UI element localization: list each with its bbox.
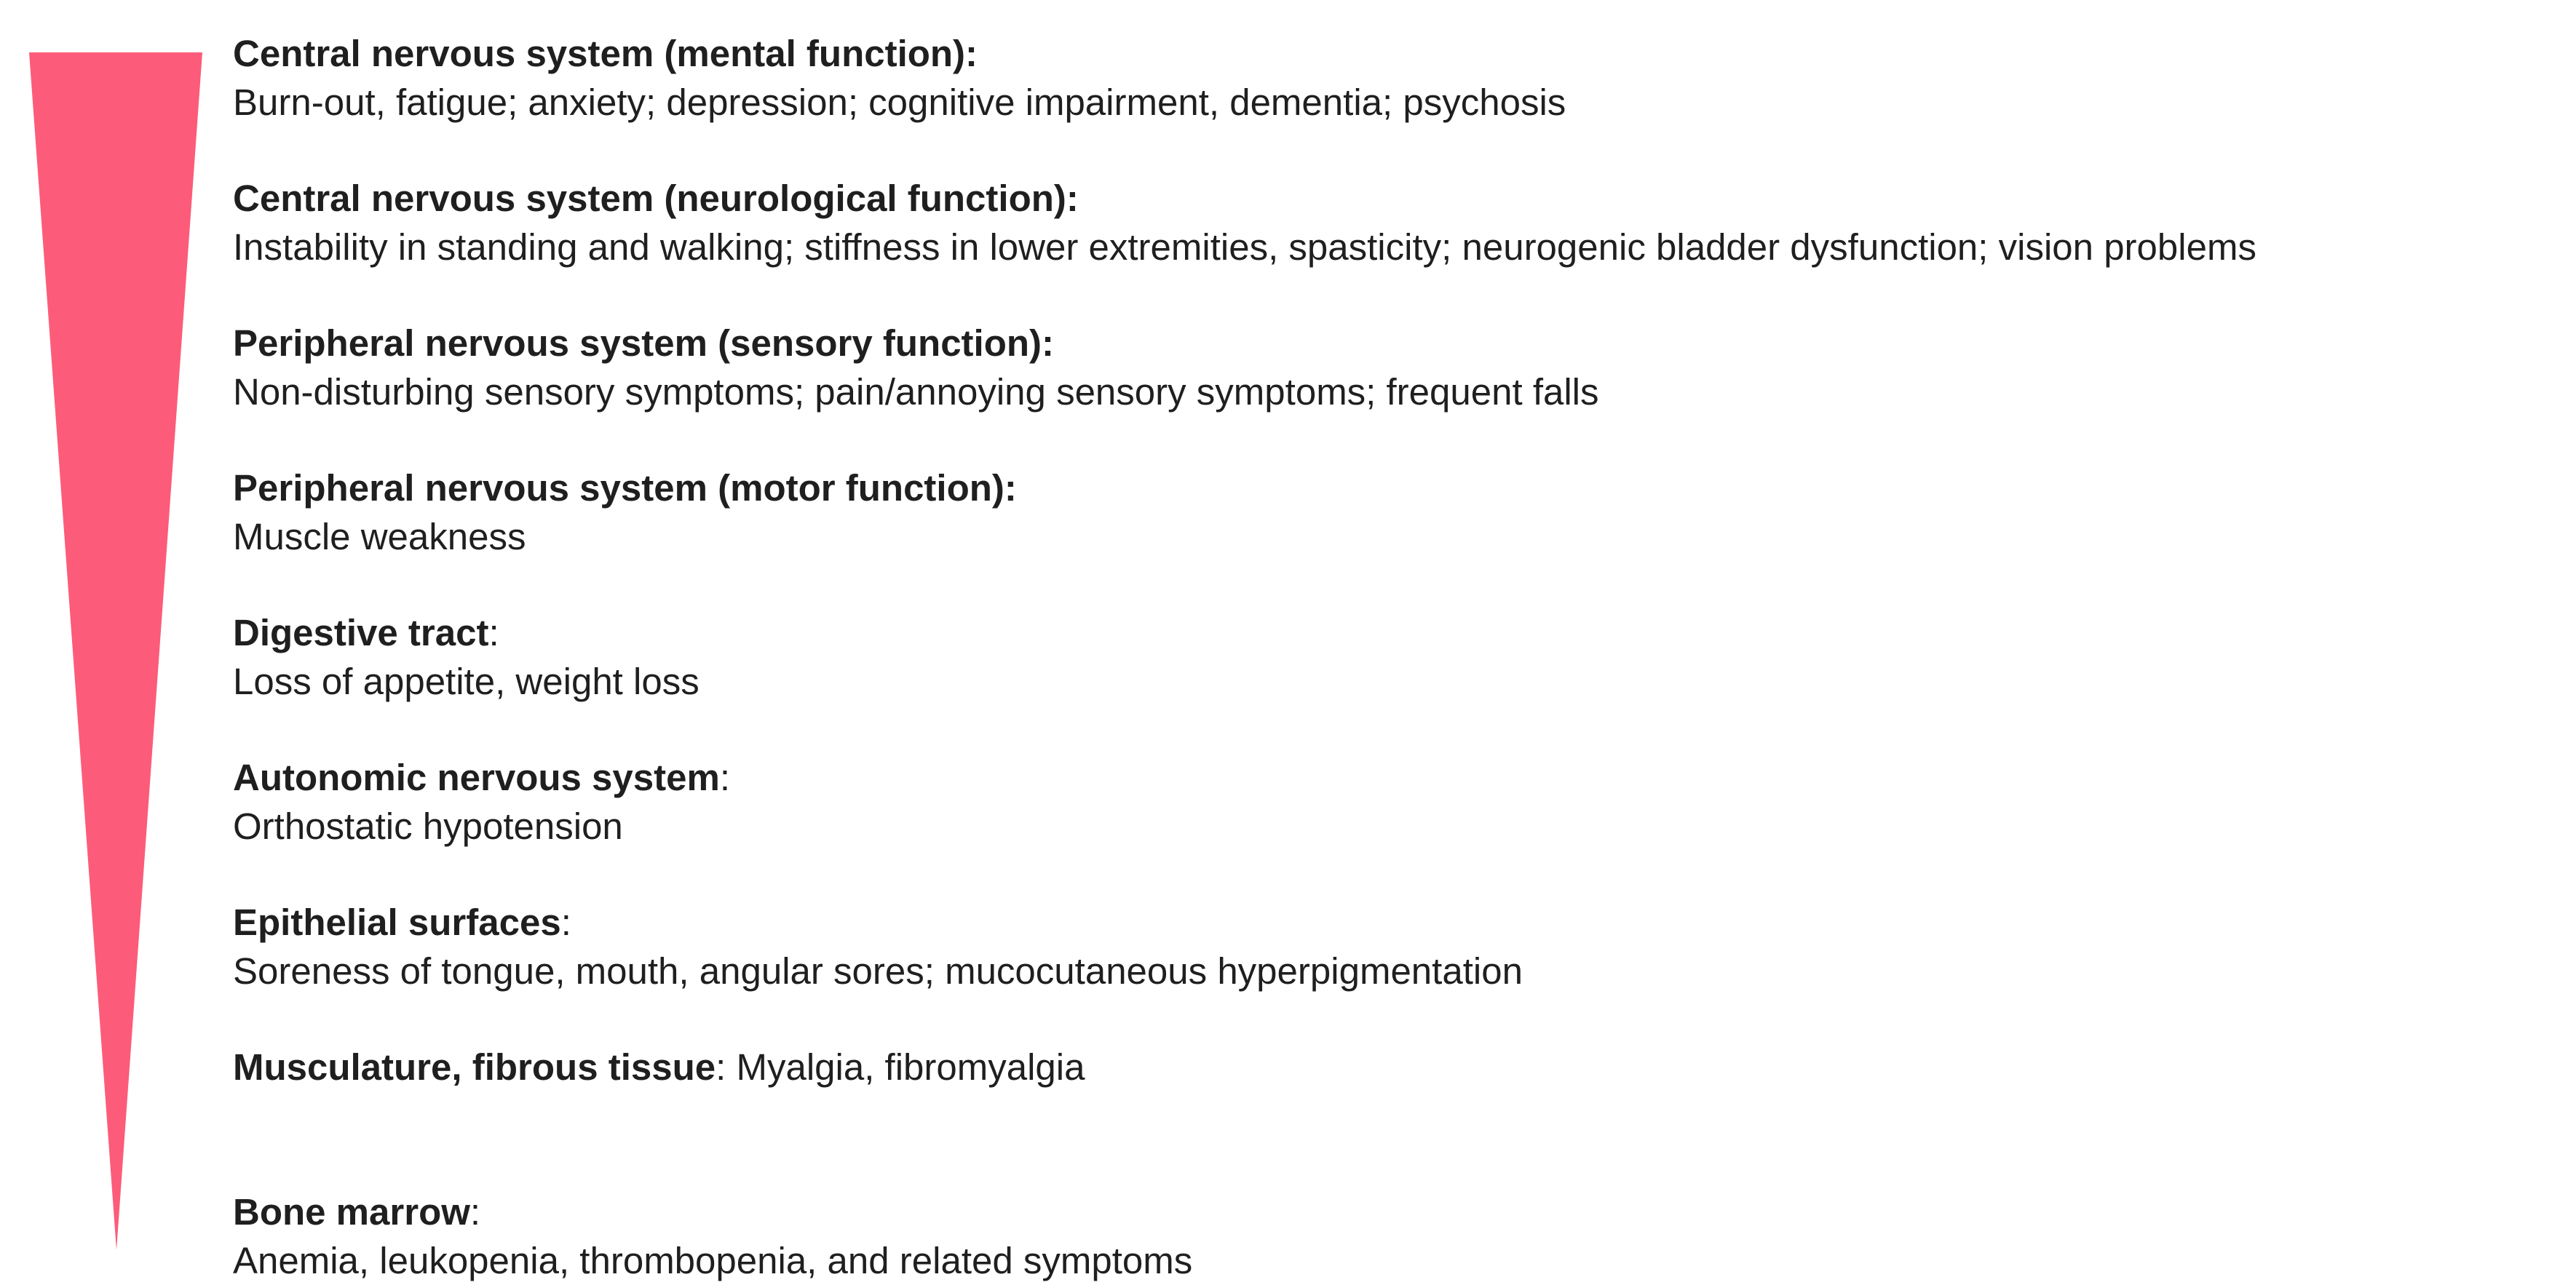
symptom-description: Soreness of tongue, mouth, angular sores; mucocutaneous hyperpigmentation bbox=[233, 950, 1523, 992]
organ-system-title: Autonomic nervous system bbox=[233, 757, 720, 798]
symptom-line bbox=[233, 947, 2562, 995]
organ-system-title: Peripheral nervous system (motor function): bbox=[233, 467, 1017, 509]
organ-system-item bbox=[233, 319, 2562, 416]
symptom-line bbox=[233, 1236, 2562, 1285]
organ-system-item bbox=[233, 608, 2562, 706]
organ-system-heading bbox=[233, 753, 2562, 802]
organ-system-heading bbox=[233, 608, 2562, 657]
organ-system-title: Peripheral nervous system (sensory function): bbox=[233, 322, 1054, 364]
title-colon: : bbox=[488, 612, 499, 653]
organ-system-heading bbox=[233, 1187, 2562, 1236]
organ-system-item bbox=[233, 753, 2562, 851]
symptom-description: Instability in standing and walking; stiffness in lower extremities, spasticity; neurogenic bladder dysfunction; vision problems bbox=[233, 226, 2256, 268]
title-colon: : bbox=[716, 1046, 726, 1088]
symptom-line bbox=[233, 802, 2562, 851]
organ-system-heading bbox=[233, 1043, 2562, 1091]
symptom-description: Myalgia, fibromyalgia bbox=[736, 1046, 1085, 1088]
organ-system-title: Epithelial surfaces bbox=[233, 902, 561, 943]
organ-system-item bbox=[233, 1043, 2562, 1091]
organ-system-heading bbox=[233, 319, 2562, 367]
title-colon: : bbox=[560, 902, 571, 943]
symptom-description: Muscle weakness bbox=[233, 516, 526, 557]
symptom-line bbox=[233, 78, 2562, 127]
title-colon: : bbox=[719, 757, 730, 798]
organ-system-heading bbox=[233, 29, 2562, 78]
symptom-line bbox=[233, 367, 2562, 416]
organ-system-heading bbox=[233, 464, 2562, 512]
organ-system-title: Musculature, fibrous tissue bbox=[233, 1046, 716, 1088]
severity-wedge bbox=[0, 0, 218, 1260]
organ-system-item bbox=[233, 29, 2562, 127]
organ-system-item bbox=[233, 464, 2562, 561]
organ-system-item bbox=[233, 174, 2562, 271]
organ-system-title: Central nervous system (mental function): bbox=[233, 33, 978, 74]
symptom-line bbox=[233, 223, 2562, 271]
symptom-description: Orthostatic hypotension bbox=[233, 805, 623, 847]
symptom-description: Loss of appetite, weight loss bbox=[233, 661, 700, 702]
organ-system-title: Bone marrow bbox=[233, 1191, 470, 1233]
organ-system-item bbox=[233, 898, 2562, 995]
symptom-description: Anemia, leukopenia, thrombopenia, and related symptoms bbox=[233, 1240, 1193, 1281]
wedge-triangle bbox=[29, 52, 202, 1250]
organ-system-item bbox=[233, 1187, 2562, 1285]
organ-system-heading bbox=[233, 174, 2562, 223]
symptom-description: Burn-out, fatigue; anxiety; depression; cognitive impairment, dementia; psychosis bbox=[233, 81, 1566, 123]
symptom-line bbox=[233, 512, 2562, 561]
symptom-line bbox=[233, 657, 2562, 706]
symptom-description: Non-disturbing sensory symptoms; pain/annoying sensory symptoms; frequent falls bbox=[233, 371, 1599, 413]
organ-system-title: Digestive tract bbox=[233, 612, 489, 653]
organ-system-heading bbox=[233, 898, 2562, 947]
organ-system-title: Central nervous system (neurological function): bbox=[233, 178, 1079, 219]
title-colon: : bbox=[469, 1191, 481, 1233]
